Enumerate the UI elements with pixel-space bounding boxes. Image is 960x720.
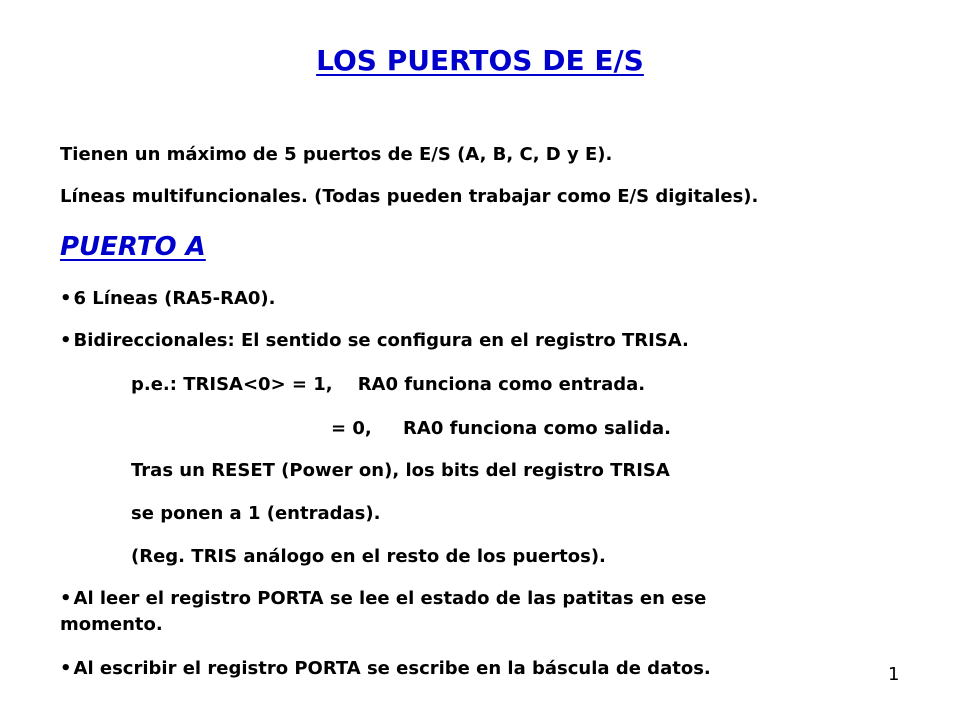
bullet-text: 6 Líneas (RA5-RA0).	[73, 288, 276, 309]
bullet-icon: •	[60, 288, 72, 309]
tris-note: (Reg. TRIS análogo en el resto de los puertos).	[131, 546, 606, 567]
bullet-item-bidirectional	[60, 330, 689, 352]
bullet-item-lines	[60, 288, 276, 310]
bullet-icon: •	[60, 588, 72, 609]
slide-title: LOS PUERTOS DE E/S	[316, 44, 644, 77]
bullet-item-read-porta	[60, 588, 706, 610]
bullet-icon: •	[60, 330, 72, 351]
reset-line-1: Tras un RESET (Power on), los bits del registro TRISA	[131, 460, 670, 481]
intro-line-1: Tienen un máximo de 5 puertos de E/S (A, B, C, D y E).	[60, 144, 613, 165]
bullet-text: Bidireccionales: El sentido se configura en el registro TRISA.	[73, 330, 689, 351]
section-heading-puerto-a: PUERTO A	[60, 232, 206, 262]
bullet-text: Al leer el registro PORTA se lee el estado de las patitas en ese	[73, 588, 707, 609]
example-line-input: p.e.: TRISA<0> = 1, RA0 funciona como entrada.	[131, 374, 646, 395]
reset-line-2: se ponen a 1 (entradas).	[131, 503, 381, 524]
page-number: 1	[888, 664, 900, 685]
bullet-icon: •	[60, 658, 72, 679]
bullet-text: Al escribir el registro PORTA se escribe en la báscula de datos.	[73, 658, 711, 679]
example-line-output: = 0, RA0 funciona como salida.	[331, 418, 672, 439]
bullet-item-write-porta	[60, 658, 711, 680]
bullet-item-read-porta-continued: momento.	[60, 614, 163, 635]
intro-line-2: Líneas multifuncionales. (Todas pueden trabajar como E/S digitales).	[60, 186, 759, 207]
